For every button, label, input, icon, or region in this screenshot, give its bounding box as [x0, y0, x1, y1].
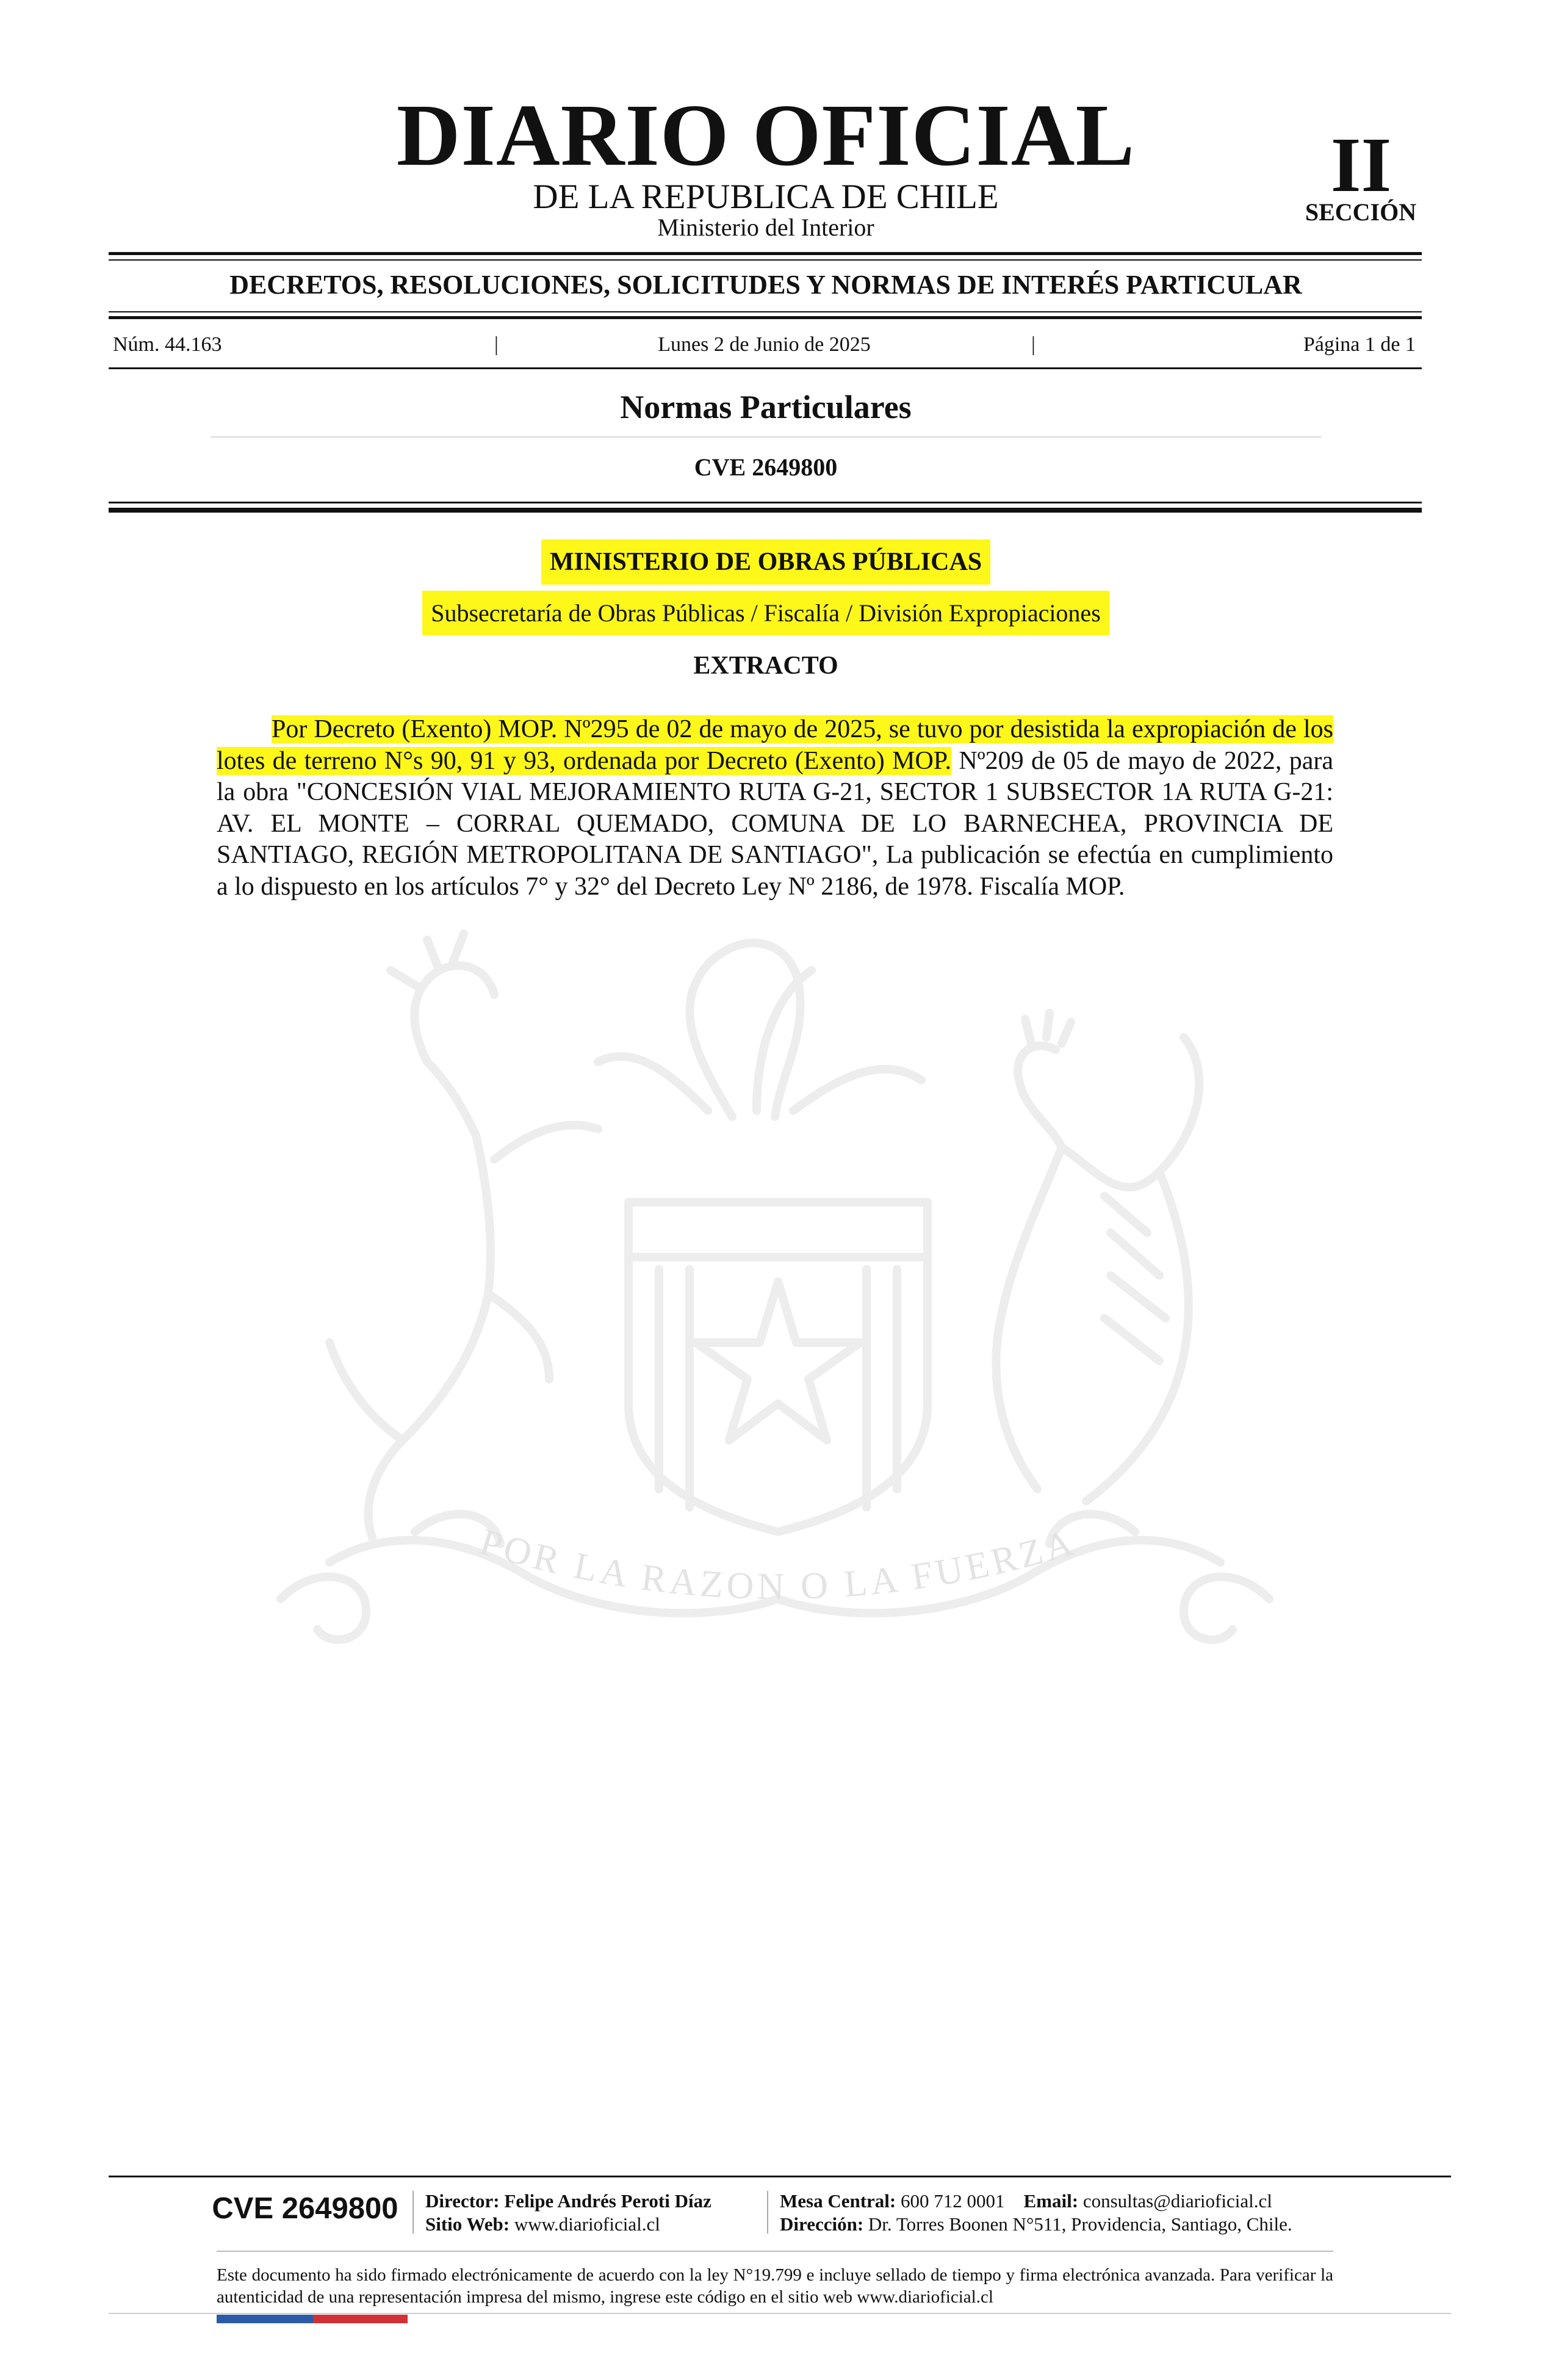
coat-of-arms-motto: POR LA RAZON O LA FUERZA	[475, 1521, 1081, 1608]
article-title: EXTRACTO	[693, 652, 838, 680]
flag-bar-red	[313, 2315, 408, 2323]
info-separator: |	[1031, 333, 1036, 356]
footer-legal-note: Este documento ha sido firmado electrónicamente de acuerdo con la ley N°19.799 e incluye sellado de tiempo y firma electrónica avanzada. Para verificar la autenticidad de una representación impresa del mismo, ingrese este código en el sitio web www.diarioficial.cl	[217, 2265, 1333, 2307]
flag-bar-blue	[217, 2315, 313, 2323]
masthead-divider-thin	[109, 259, 1422, 261]
masthead-title: DIARIO OFICIAL	[396, 87, 1136, 184]
footer-divider-top	[109, 2176, 1451, 2177]
footer-director-label: Director:	[425, 2190, 500, 2212]
footer-email-label: Email:	[1023, 2190, 1079, 2212]
masthead-subtitle: DE LA REPUBLICA DE CHILE	[533, 178, 999, 216]
norms-title: Normas Particulares	[620, 389, 912, 425]
article-ministry	[0, 549, 1532, 575]
footer-vsep-1	[412, 2191, 414, 2234]
category-divider-top	[109, 311, 1422, 312]
coat-of-arms-outline	[281, 934, 1269, 1640]
footer-director-block	[425, 2190, 711, 2236]
category-heading: DECRETOS, RESOLUCIONES, SOLICITUDES Y NORMAS DE INTERÉS PARTICULAR	[229, 270, 1302, 300]
info-separator: |	[494, 333, 499, 356]
article-body	[217, 714, 1333, 903]
norms-underline	[211, 436, 1321, 438]
footer-web-label: Sitio Web:	[425, 2213, 510, 2235]
article-body-highlight: Por Decreto (Exento) MOP. Nº295 de 02 de mayo de 2025, se tuvo por desistida la expropiación de los lotes de terreno N°s 90, 91 y 93, ordenada por Decreto (Exento) MOP.	[217, 715, 1333, 775]
footer-divider-bottom	[109, 2313, 1451, 2314]
cve-code-top: CVE 2649800	[694, 453, 838, 481]
footer-divider-mid	[217, 2251, 1333, 2252]
article-divider-thick	[109, 508, 1422, 513]
article-subsecretaria-text: Subsecretaría de Obras Públicas / Fiscalía / División Expropiaciones	[422, 591, 1109, 635]
footer-director-value: Felipe Andrés Peroti Díaz	[504, 2190, 711, 2212]
footer-email-link[interactable]: consultas@diarioficial.cl	[1082, 2190, 1272, 2212]
article-ministry-text: MINISTERIO DE OBRAS PÚBLICAS	[541, 539, 990, 585]
page-indicator: Página 1 de 1	[1303, 333, 1416, 356]
footer-web-link[interactable]: www.diarioficial.cl	[514, 2213, 660, 2235]
coat-of-arms-watermark	[207, 915, 1342, 1678]
article-subsecretaria	[0, 601, 1532, 626]
footer-phone-label: Mesa Central:	[780, 2190, 896, 2212]
footer-address-label: Dirección:	[780, 2213, 864, 2235]
article-body-rest: Nº209 de 05 de mayo de 2022, para la obra "CONCESIÓN VIAL MEJORAMIENTO RUTA G-21, SECTOR 1 SUBSECTOR 1A RUTA G-21: AV. EL MONTE – CORRAL QUEMADO, COMUNA DE LO BARNECHEA, PROVINCIA DE SANTIAGO, REGIÓN METROPOLITANA DE SANTIAGO", La publicación se efectúa en cumplimiento a lo dispuesto en los artículos 7° y 32° del Decreto Ley Nº 2186, de 1978. Fiscalía MOP.	[217, 746, 1333, 901]
section-label: SECCIÓN	[1305, 198, 1417, 226]
masthead-ministry: Ministerio del Interior	[657, 214, 874, 241]
section-roman-numeral: II	[1330, 121, 1392, 208]
footer-vsep-2	[767, 2191, 768, 2234]
info-divider	[109, 367, 1422, 369]
category-divider-bottom	[109, 316, 1422, 319]
footer-cve-code: CVE 2649800	[212, 2192, 398, 2225]
issue-number: Núm. 44.163	[113, 333, 222, 356]
issue-date: Lunes 2 de Junio de 2025	[658, 333, 871, 356]
article-divider-thin	[109, 502, 1422, 503]
footer-phone-value: 600 712 0001	[901, 2190, 1005, 2212]
footer-address-value: Dr. Torres Boonen N°511, Providencia, Santiago, Chile.	[868, 2213, 1292, 2235]
footer-contact-block	[780, 2190, 1292, 2236]
masthead-divider-top	[109, 252, 1422, 255]
